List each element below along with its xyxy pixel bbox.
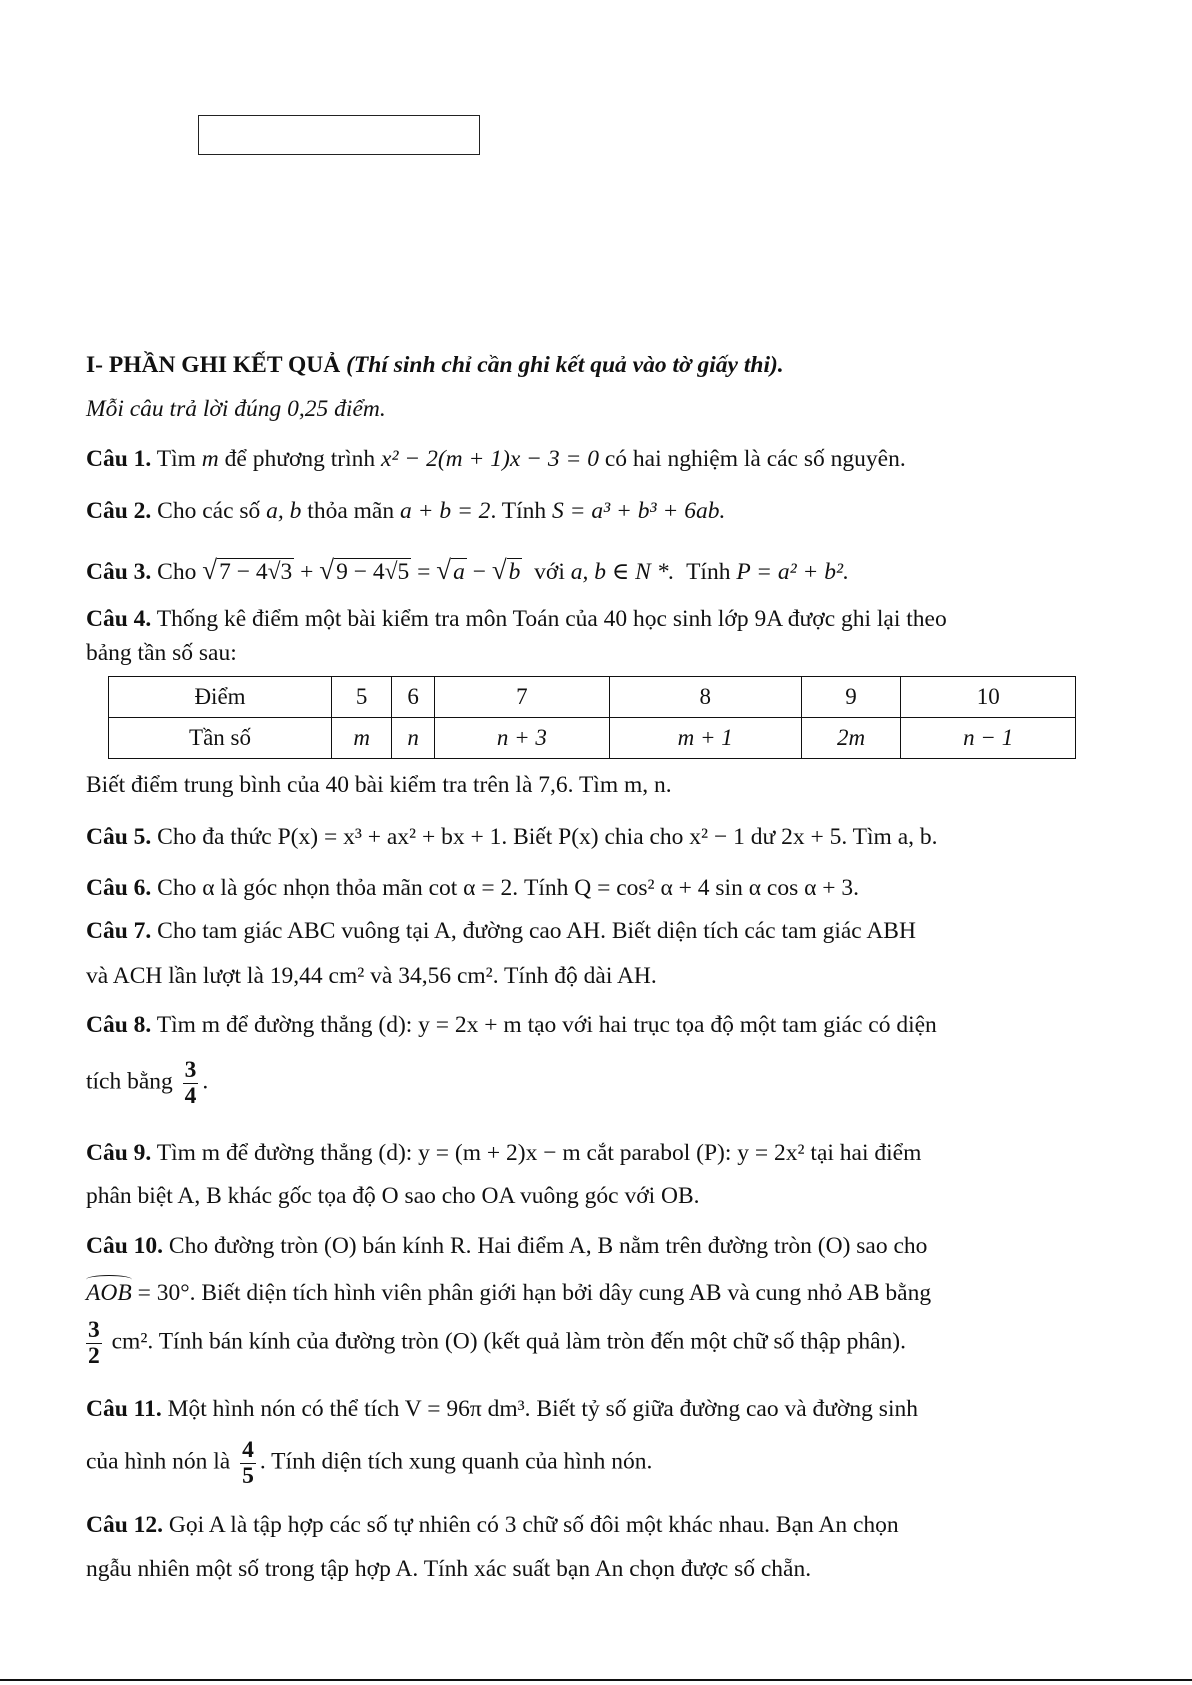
text: Thống kê điểm một bài kiểm tra môn Toán của 40 học sinh lớp 9A được ghi lại theo xyxy=(156,606,947,632)
question-1 xyxy=(86,446,906,473)
section-heading xyxy=(86,352,784,379)
text: với xyxy=(534,559,565,585)
question-label: Câu 7. xyxy=(86,918,152,944)
question-label: Câu 8. xyxy=(86,1012,152,1038)
operator: + xyxy=(300,559,314,585)
text: có hai nghiệm là các số nguyên. xyxy=(604,446,906,472)
operator: − xyxy=(472,559,486,585)
text: Tìm m để đường thẳng (d): y = (m + 2)x − m cắt parabol (P): y = 2x² tại hai điểm xyxy=(156,1140,922,1166)
text: để phương trình xyxy=(224,446,376,472)
question-12-line2: ngẫu nhiên một số trong tập hợp A. Tính xác suất bạn An chọn được số chẵn. xyxy=(86,1556,812,1582)
frequency-table xyxy=(108,676,1076,759)
question-label: Câu 10. xyxy=(86,1233,164,1259)
arc-angle: AOB xyxy=(86,1280,132,1306)
section-note: (Thí sinh chỉ cần ghi kết quả vào tờ giấy thi). xyxy=(346,352,784,378)
table-cell: n + 3 xyxy=(435,718,610,759)
question-label: Câu 5. xyxy=(86,824,152,850)
text: . Tính diện tích xung quanh của hình nón. xyxy=(259,1448,653,1475)
question-7-line2: và ACH lần lượt là 19,44 cm² và 34,56 cm². Tính độ dài AH. xyxy=(86,963,657,989)
question-2 xyxy=(86,498,725,525)
text: tích bằng xyxy=(86,1068,173,1095)
text: . xyxy=(202,1068,209,1095)
sqrt-expression: √b xyxy=(491,555,521,585)
text: Cho đường tròn (O) bán kính R. Hai điểm A, B nằm trên đường tròn (O) sao cho xyxy=(168,1233,928,1259)
question-label: Câu 2. xyxy=(86,498,152,524)
question-8-line2 xyxy=(86,1058,208,1108)
text: Cho tam giác ABC vuông tại A, đường cao AH. Biết diện tích các tam giác ABH xyxy=(157,918,916,944)
text: Một hình nón có thể tích V = 96π dm³. Biết tỷ số giữa đường cao và đường sinh xyxy=(167,1396,918,1422)
question-11 xyxy=(86,1396,918,1423)
question-label: Câu 3. xyxy=(86,559,152,585)
header-box xyxy=(198,115,480,155)
math: P = a² + b². xyxy=(736,559,849,585)
question-8 xyxy=(86,1012,937,1039)
text: Tìm m để đường thẳng (d): y = 2x + m tạo với hai trục tọa độ một tam giác có diện xyxy=(156,1012,937,1038)
table-cell: n − 1 xyxy=(901,718,1076,759)
question-6 xyxy=(86,875,859,902)
table-cell: m xyxy=(332,718,392,759)
table-cell: 2m xyxy=(801,718,901,759)
table-cell: m + 1 xyxy=(609,718,801,759)
question-3 xyxy=(86,555,849,586)
table-cell: n xyxy=(392,718,435,759)
math: a, b xyxy=(266,498,302,524)
question-7 xyxy=(86,918,916,945)
question-label: Câu 11. xyxy=(86,1396,162,1422)
text: . Tính xyxy=(490,498,547,524)
section-title: I- PHẦN GHI KẾT QUẢ xyxy=(86,352,341,378)
table-cell: 6 xyxy=(392,677,435,718)
text: của hình nón là xyxy=(86,1448,231,1475)
table-cell: 5 xyxy=(332,677,392,718)
fraction xyxy=(86,1318,102,1368)
question-10 xyxy=(86,1233,927,1260)
table-cell: 8 xyxy=(609,677,801,718)
math: a, b ∈ N *. xyxy=(570,559,675,585)
page-bottom-rule xyxy=(0,1679,1192,1681)
question-label: Câu 1. xyxy=(86,446,152,472)
table-cell: 9 xyxy=(801,677,901,718)
question-5 xyxy=(86,824,938,851)
fraction-numerator: 3 xyxy=(184,1057,197,1083)
text: thỏa mãn xyxy=(307,498,395,524)
question-label: Câu 4. xyxy=(86,606,152,632)
math: a + b = 2 xyxy=(399,498,491,524)
text: Cho α là góc nhọn thỏa mãn cot α = 2. Tính Q = cos² α + 4 sin α cos α + 3. xyxy=(157,875,860,901)
sqrt-expression: √9 − 4√5 xyxy=(319,555,410,585)
table-cell: Tần số xyxy=(109,718,332,759)
question-4-line2: bảng tần số sau: xyxy=(86,640,237,666)
text: Tìm xyxy=(156,446,196,472)
table-cell: Điểm xyxy=(109,677,332,718)
math: m xyxy=(201,446,219,472)
sqrt-expression: √a xyxy=(436,555,465,585)
scoring-note: Mỗi câu trả lời đúng 0,25 điểm. xyxy=(86,396,386,422)
question-10-line3 xyxy=(86,1318,906,1368)
question-12 xyxy=(86,1512,899,1539)
fraction xyxy=(240,1438,256,1488)
radicand: 9 − 4√5 xyxy=(336,559,410,585)
fraction-numerator: 3 xyxy=(88,1317,100,1343)
radicand: a xyxy=(453,559,465,585)
fraction-denominator: 2 xyxy=(88,1342,100,1369)
fraction-denominator: 5 xyxy=(242,1462,254,1489)
fraction xyxy=(183,1058,199,1108)
equation: x² − 2(m + 1)x − 3 = 0 xyxy=(381,446,599,472)
fraction-numerator: 4 xyxy=(242,1437,254,1463)
text: Cho đa thức P(x) = x³ + ax² + bx + 1. Biết P(x) chia cho x² − 1 dư 2x + 5. Tìm a, b. xyxy=(157,824,938,850)
text: Gọi A là tập hợp các số tự nhiên có 3 chữ số đôi một khác nhau. Bạn An chọn xyxy=(168,1512,899,1538)
sqrt-expression: √7 − 4√3 xyxy=(202,555,293,585)
operator: = xyxy=(417,559,431,585)
table-row xyxy=(109,718,1076,759)
text: cm². Tính bán kính của đường tròn (O) (kết quả làm tròn đến một chữ số thập phân). xyxy=(111,1328,907,1355)
text: Cho các số xyxy=(157,498,261,524)
question-10-line2 xyxy=(86,1278,931,1307)
table-cell: 10 xyxy=(901,677,1076,718)
math: S = a³ + b³ + 6ab. xyxy=(552,498,726,524)
table-row xyxy=(109,677,1076,718)
question-4 xyxy=(86,606,947,633)
text: Cho xyxy=(157,559,197,585)
question-label: Câu 9. xyxy=(86,1140,152,1166)
question-9 xyxy=(86,1140,921,1167)
text: Tính xyxy=(686,559,731,585)
text: = 30°. Biết diện tích hình viên phân giới hạn bởi dây cung AB và cung nhỏ AB bằng xyxy=(137,1280,932,1306)
question-4-after: Biết điểm trung bình của 40 bài kiểm tra trên là 7,6. Tìm m, n. xyxy=(86,772,672,798)
fraction-denominator: 4 xyxy=(184,1082,197,1109)
table-cell: 7 xyxy=(435,677,610,718)
question-9-line2: phân biệt A, B khác gốc tọa độ O sao cho OA vuông góc với OB. xyxy=(86,1183,700,1209)
question-11-line2 xyxy=(86,1438,652,1488)
radicand: b xyxy=(508,559,521,585)
question-label: Câu 6. xyxy=(86,875,152,901)
radicand: 7 − 4√3 xyxy=(219,559,293,585)
question-label: Câu 12. xyxy=(86,1512,164,1538)
